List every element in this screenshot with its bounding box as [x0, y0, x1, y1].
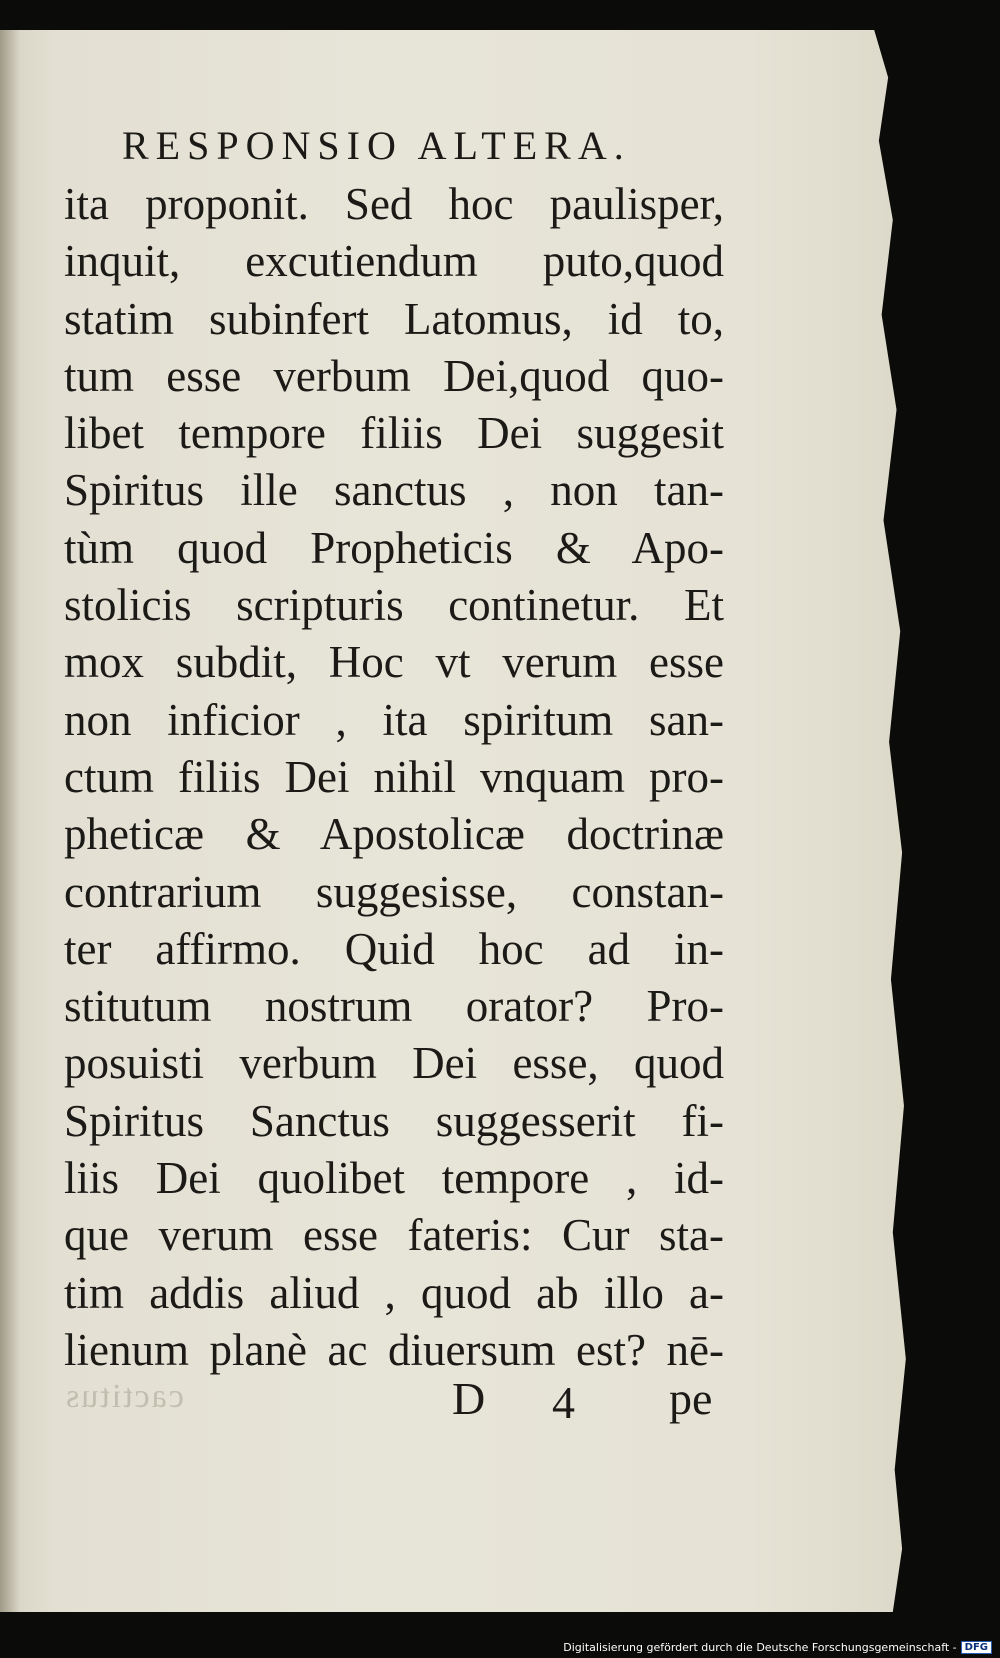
credit-text: Digitalisierung gefördert durch die Deutsche Forschungsgemeinschaft -: [563, 1641, 957, 1654]
text-line: que verum esse fateris: Cur sta-: [64, 1210, 724, 1261]
signature-mark: D: [452, 1373, 486, 1424]
gutter-shadow: [0, 30, 20, 1612]
running-head: RESPONSIO ALTERA.: [122, 123, 631, 168]
text-line: tum esse verbum Dei,quod quo-: [64, 350, 724, 401]
text-line: ctum filiis Dei nihil vnquam pro-: [64, 751, 724, 802]
text-line: posuisti verbum Dei esse, quod: [64, 1038, 724, 1089]
text-line: ter affirmo. Quid hoc ad in-: [64, 923, 724, 974]
text-line: stolicis scripturis continetur. Et: [64, 580, 724, 631]
text-line: pheticæ & Apostolicæ doctrinæ: [64, 809, 724, 860]
text-line: stitutum nostrum orator? Pro-: [64, 981, 724, 1032]
text-line: inquit, excutiendum puto,quod: [64, 236, 724, 287]
text-line: mox subdit, Hoc vt verum esse: [64, 637, 724, 688]
text-line: Spiritus ille sanctus , non tan-: [64, 465, 724, 516]
text-line: libet tempore filiis Dei suggesit: [64, 408, 724, 459]
text-line: Spiritus Sanctus suggesserit fi-: [64, 1095, 724, 1146]
text-line: ita proponit. Sed hoc paulisper,: [64, 179, 724, 229]
signature-number: 4: [552, 1377, 575, 1428]
text-line: statim subinfert Latomus, id to,: [64, 293, 724, 344]
dfg-logo: DFG: [961, 1641, 992, 1654]
text-line: tùm quod Propheticis & Apo-: [64, 522, 724, 573]
text-line: non inficior , ita spiritum san-: [64, 694, 724, 745]
text-lines: [64, 176, 724, 1379]
page-footer: [64, 1372, 724, 1432]
page-text: [64, 120, 724, 1379]
text-line: lienum planè ac diuersum est? nē-: [64, 1324, 724, 1375]
digitization-credit: [563, 1641, 992, 1654]
text-line: liis Dei quolibet tempore , id-: [64, 1153, 724, 1204]
text-line: contrarium suggesisse, constan-: [64, 866, 724, 917]
catchword: pe: [669, 1373, 713, 1424]
text-line: tim addis aliud , quod ab illo a-: [64, 1267, 724, 1318]
bleed-through-text: cactitus: [64, 1378, 184, 1415]
